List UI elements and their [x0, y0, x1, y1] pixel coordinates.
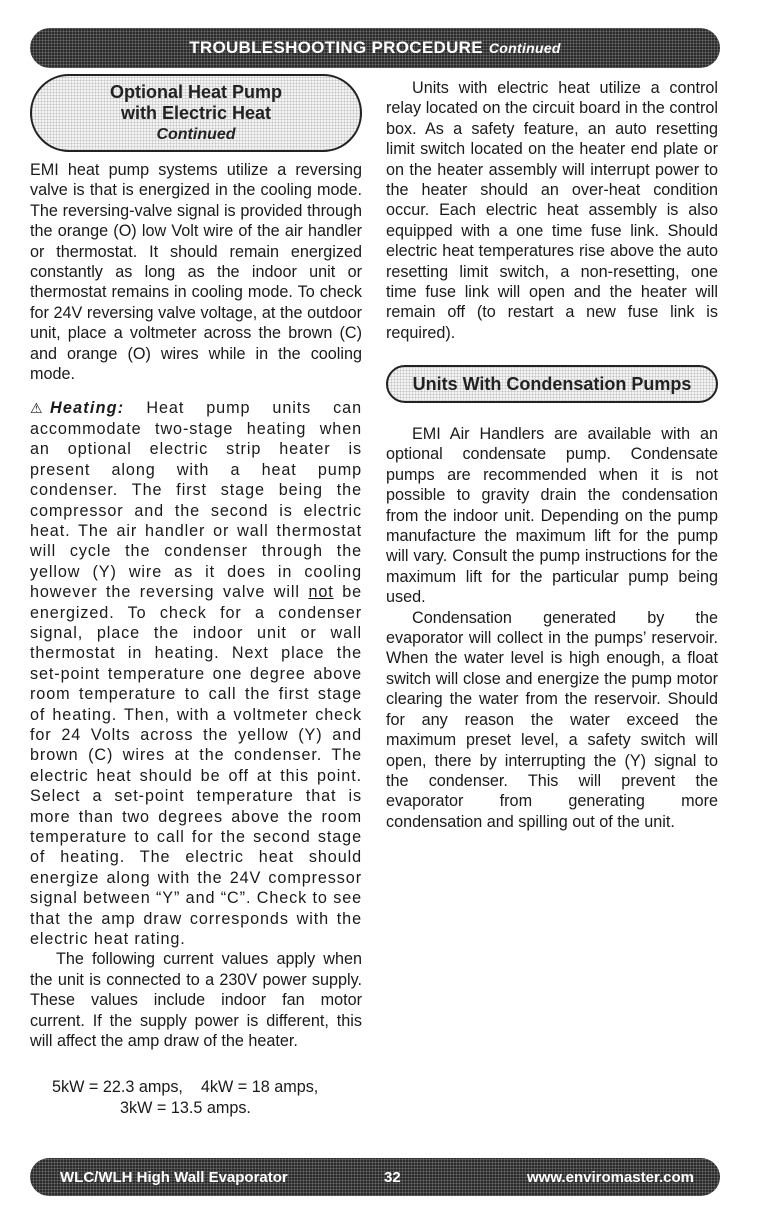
amp-values	[52, 1077, 318, 1119]
section-header-heat-pump	[30, 74, 362, 152]
heating-text-a: Heat pump units can accommodate two-stage heating when an optional electric strip heater is present along with a heat pump condenser. The first stage being the compressor and the second is electric heat. The air handler or wall thermostat will cycle the condenser through the yellow (Y) wire as it does in cooling however the reversing valve will	[30, 399, 362, 602]
condensation-title: Units With Condensation Pumps	[412, 374, 692, 394]
section-title-line1: Optional Heat Pump	[109, 82, 282, 102]
amp-values-line1: 5kW = 22.3 amps, 4kW = 18 amps,	[52, 1078, 319, 1096]
condensate-pump-paragraph: EMI Air Handlers are available with an optional condensate pump. Condensate pumps are recommended when it is not possible to gravity drain the condensation from the indoor unit. Depending on the pump manufacture the maximum lift for the pump will vary. Consult the pump instructions for the maximum lift for the particular pump being used.	[386, 425, 718, 607]
section-title-line2: with Electric Heat	[120, 103, 272, 123]
heating-label: Heating:	[50, 399, 125, 418]
electric-heat-paragraph: Units with electric heat utilize a control relay located on the circuit board in the control box. As a safety feature, an auto resetting limit switch located on the heater end plate or on the heater assembly will interrupt power to the heater should an over-heat condition occur. Each electric heat assembly is also equipped with a one time fuse link. Should electric heat temperatures rise above the auto resetting limit switch, a non-resetting, one time fuse link will open and the heater will remain off (to restart a new fuse link is required).	[386, 79, 718, 342]
condensation-reservoir-paragraph: Condensation generated by the evaporator will collect in the pumps’ reservoir. When the water level is high enough, a float switch will close and energize the pump motor clearing the water from the reservoir. Should for any reason the water exceed the maximum preset level, a safety switch will open, there by interrupting the (Y) signal to the condenser. This will prevent the evaporator from generating more condensation and spilling out of the unit.	[386, 608, 718, 831]
header-continued: Continued	[488, 40, 561, 56]
warning-triangle-icon: ⚠	[30, 400, 44, 417]
footer-url[interactable]: www.enviromaster.com	[526, 1168, 694, 1186]
header-title: TROUBLESHOOTING PROCEDURE	[189, 38, 483, 57]
current-values-paragraph: The following current values apply when the unit is connected to a 230V power supply. These values include indoor fan motor current. If the supply power is different, this will affect the amp draw of the heater.	[30, 950, 362, 1051]
page-number: 32	[384, 1168, 401, 1186]
footer-banner	[30, 1158, 720, 1196]
right-column-top	[386, 78, 718, 343]
heating-paragraph	[30, 398, 362, 949]
amp-values-line2: 3kW = 13.5 amps.	[120, 1099, 251, 1117]
heating-text-b: be energized. To check for a condenser signal, place the indoor unit or wall thermostat in heating. Next place the set-point temperature one degree above room temperature to call the first stage of heating. Then, with a voltmeter check for 24 Volts across the yellow (Y) and brown (C) wires at the condenser. The electric heat should be off at this point. Select a set-point temperature that is more than two degrees above the room temperature to call for the second stage of heating. The electric heat should energize along with the 24V compressor signal between “Y” and “C”. Check to see that the amp draw corresponds with the electric heat rating.	[30, 583, 363, 949]
left-column	[30, 160, 362, 1051]
right-column-bottom	[386, 424, 718, 832]
heating-text-not: not	[308, 583, 334, 602]
section-title-continued: Continued	[156, 126, 236, 143]
heat-pump-paragraph: EMI heat pump systems utilize a reversing valve is that is energized in the cooling mode. The reversing-valve signal is provided through the orange (O) low Volt wire of the air handler or thermostat. It should remain energized constantly as long as the indoor unit or thermostat remains in cooling mode. To check for 24V reversing valve voltage, at the outdoor unit, place a voltmeter across the brown (C) and orange (O) wires while in the cooling mode.	[30, 161, 362, 384]
footer-product-name: WLC/WLH High Wall Evaporator	[60, 1168, 288, 1186]
section-header-condensation-pumps	[386, 365, 718, 403]
header-banner	[30, 28, 720, 68]
